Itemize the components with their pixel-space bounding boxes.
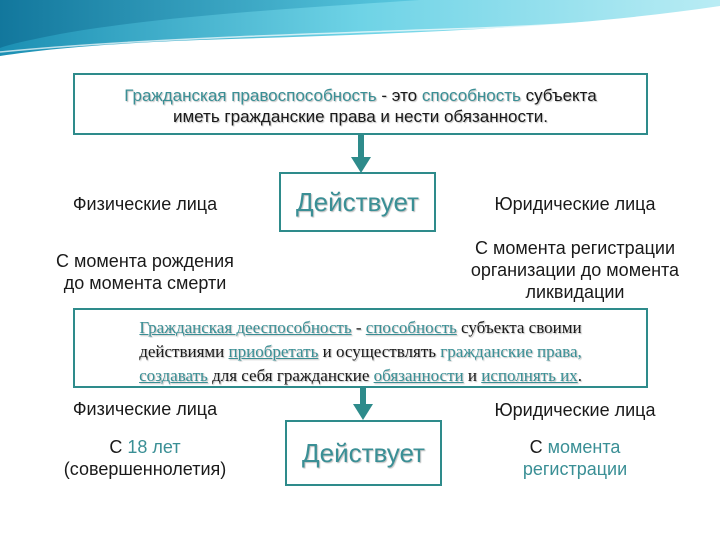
legal-capacity-term: Гражданская правоспособность: [124, 86, 377, 105]
acts-box-1: [279, 172, 436, 232]
active-capacity-ability: способность: [365, 318, 457, 337]
legal-capacity-dash: - это: [376, 86, 422, 105]
active-capacity-definition: [73, 308, 648, 388]
legal-entities-header-2: Юридические лица: [494, 400, 656, 420]
legal-entities-term-1: [450, 237, 700, 303]
active-capacity-line3-c: и: [463, 366, 482, 385]
legal-capacity-rest: субъекта: [520, 86, 597, 105]
natural-persons-term-1: [30, 250, 260, 294]
active-capacity-line2-a: действиями: [139, 342, 229, 361]
active-capacity-acquire: приобретать: [228, 342, 319, 361]
legal-capacity-definition: [73, 73, 648, 135]
active-capacity-line3-b: для себя гражданские: [207, 366, 374, 385]
natural-persons-term-2: [35, 436, 255, 480]
active-capacity-fulfill: исполнять их: [481, 366, 578, 385]
natural-persons-header-1: Физические лица: [72, 194, 218, 214]
legal-capacity-line2: иметь гражданские права и нести обязанности.: [172, 107, 548, 126]
active-capacity-term: Гражданская дееспособность: [139, 318, 352, 337]
natural-age-value: 18 лет: [127, 437, 181, 457]
legal-capacity-ability: способность: [421, 86, 521, 105]
natural-age-note: (совершеннолетия): [63, 459, 227, 479]
active-capacity-dash: -: [351, 318, 366, 337]
active-capacity-line3-end: .: [577, 366, 582, 385]
legal-entities-term-line1: С момента регистрации: [474, 238, 676, 258]
active-capacity-rights: гражданские права,: [440, 342, 582, 361]
natural-age-prefix: С: [109, 437, 128, 457]
legal-term-moment: момента: [547, 437, 621, 457]
active-capacity-line1-rest: субъекта своими: [456, 318, 582, 337]
acts-label-1: Действует: [296, 187, 419, 217]
natural-persons-term-line1: С момента рождения: [56, 251, 234, 271]
legal-term-registration: регистрации: [522, 459, 628, 479]
down-arrow-icon-2: [353, 388, 373, 420]
legal-entities-header-1: Юридические лица: [494, 194, 656, 214]
down-arrow-icon: [351, 135, 371, 173]
header-banner: [0, 0, 720, 60]
active-capacity-create: создавать: [139, 366, 208, 385]
natural-persons-term-line2: до момента смерти: [63, 273, 227, 293]
legal-entities-term-2: [475, 436, 675, 480]
natural-persons-header-2: Физические лица: [72, 399, 218, 419]
acts-box-2: [285, 420, 442, 486]
active-capacity-duties: обязанности: [373, 366, 464, 385]
legal-entities-term-line2: организации до момента: [470, 260, 680, 280]
acts-label-2: Действует: [302, 438, 425, 468]
legal-term-prefix: С: [529, 437, 548, 457]
legal-entities-term-line3: ликвидации: [525, 282, 625, 302]
active-capacity-line2-b: и осуществлять: [318, 342, 441, 361]
